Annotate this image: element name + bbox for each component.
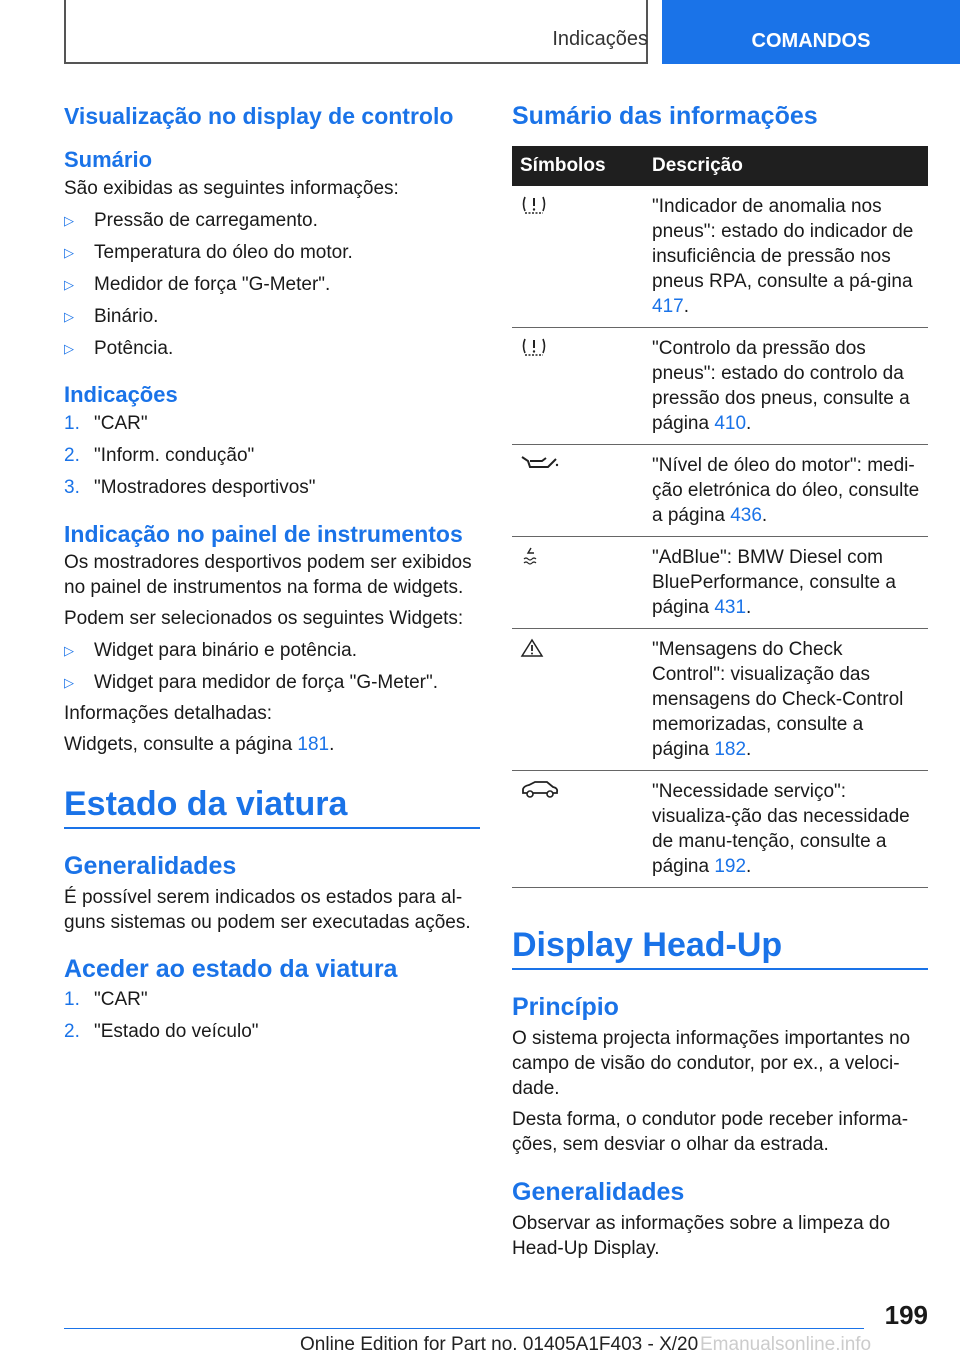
general-paragraph: É possível serem indicados os estados para al-guns sistemas ou podem ser executadas ações. [64, 887, 471, 933]
heading-summary: Sumário [64, 147, 153, 172]
table-row: "Mensagens do Check Control": visualização das mensagens do Check-Control memorizadas, consulte a página 182. [512, 629, 928, 771]
list-item: 1. "CAR" [64, 413, 148, 434]
panel-paragraph-1: Os mostradores desportivos podem ser exibidos no painel de instrumentos na forma de widgets. [64, 552, 472, 598]
oil-can-icon [520, 453, 560, 473]
page-link[interactable]: 431 [714, 597, 747, 618]
general-hud-paragraph: Observar as informações sobre a limpeza do Head-Up Display. [512, 1213, 891, 1259]
triangle-bullet-icon: ▷ [64, 213, 74, 228]
header-section-title: Indicações [552, 28, 648, 50]
table-row: "AdBlue": BMW Diesel com BluePerformance, consulte a página 431. [512, 537, 928, 629]
table-row: "Necessidade serviço": visualiza-ção das necessidade de manu-tenção, consulte a página 192. [512, 771, 928, 888]
triangle-bullet-icon: ▷ [64, 245, 74, 260]
page-link[interactable]: 436 [730, 505, 762, 526]
heading-info-summary: Sumário das informações [512, 102, 818, 130]
column-header-description: Descrição [644, 146, 928, 186]
service-car-icon [520, 779, 560, 799]
heading-instrument-panel: Indicação no painel de instrumentos [64, 521, 463, 547]
triangle-bullet-icon: ▷ [64, 675, 74, 690]
page-link[interactable]: 192 [714, 856, 747, 877]
list-item: ▷ Pressão de carregamento. [64, 210, 318, 231]
list-item: ▷ Temperatura do óleo do motor. [64, 242, 353, 263]
list-item: 2. "Inform. condução" [64, 445, 255, 466]
widgets-list [64, 638, 480, 695]
table-row: "Nível de óleo do motor": medi-ção eletrónica do óleo, consulte a página 436. [512, 445, 928, 537]
heading-head-up-display: Display Head-Up [512, 926, 928, 970]
table-row: "Controlo da pressão dos pneus": estado do controlo da pressão dos pneus, consulte a página 410. [512, 328, 928, 445]
adblue-icon [520, 545, 542, 567]
info-table [512, 146, 928, 888]
tire-warning-icon [520, 194, 548, 216]
page-link[interactable]: 410 [714, 413, 747, 434]
left-column [64, 100, 480, 1044]
triangle-bullet-icon: ▷ [64, 643, 74, 658]
list-item: 1. "CAR" [64, 989, 148, 1010]
page-link[interactable]: 417 [652, 296, 684, 317]
principle-paragraph-2: Desta forma, o condutor pode receber informa-ções, sem desviar o olhar da estrada. [512, 1109, 909, 1155]
list-item: ▷ Widget para medidor de força "G-Meter". [64, 672, 439, 693]
warning-triangle-icon [520, 637, 544, 659]
list-item: ▷ Medidor de força "G-Meter". [64, 274, 331, 295]
list-item: ▷ Binário. [64, 306, 159, 327]
summary-intro: São exibidas as seguintes informações: [64, 178, 399, 199]
page-link[interactable]: 181 [297, 734, 330, 755]
heading-access-state: Aceder ao estado da viatura [64, 955, 398, 983]
page-link[interactable]: 182 [714, 739, 747, 760]
table-row: "Indicador de anomalia nos pneus": estado do indicador de insuficiência de pressão nos pneus RPA, consulte a pá-gina 417. [512, 186, 928, 328]
list-item: ▷ Widget para binário e potência. [64, 640, 357, 661]
access-steps-list [64, 987, 480, 1044]
triangle-bullet-icon: ▷ [64, 309, 74, 324]
tire-pressure-icon [520, 336, 548, 358]
heading-control-display: Visualização no display de controlo [64, 103, 454, 129]
header-chapter-tab[interactable]: COMANDOS [662, 0, 960, 64]
heading-general-hud: Generalidades [512, 1178, 685, 1206]
summary-list [64, 208, 480, 361]
triangle-bullet-icon: ▷ [64, 277, 74, 292]
triangle-bullet-icon: ▷ [64, 341, 74, 356]
heading-indications: Indicações [64, 382, 178, 407]
panel-paragraph-3: Informações detalhadas: [64, 703, 273, 724]
indications-list [64, 411, 480, 500]
list-item: 2. "Estado do veículo" [64, 1021, 259, 1042]
list-item: ▷ Potência. [64, 338, 174, 359]
panel-paragraph-2: Podem ser selecionados os seguintes Widgets: [64, 608, 464, 629]
footer-watermark: Emanualsonline.info [700, 1334, 872, 1355]
heading-general: Generalidades [64, 852, 237, 880]
right-column [512, 100, 928, 1261]
footer-divider [64, 1328, 864, 1329]
heading-vehicle-state: Estado da viatura [64, 785, 480, 829]
heading-principle: Princípio [512, 993, 619, 1021]
list-item: 3. "Mostradores desportivos" [64, 477, 316, 498]
footer-edition: Online Edition for Part no. 01405A1F403 - X/20 [300, 1334, 699, 1355]
page-number: 199 [884, 1300, 928, 1330]
column-header-symbols: Símbolos [512, 146, 644, 186]
panel-paragraph-4: Widgets, consulte a página 181. [64, 734, 335, 755]
table-header-row [512, 146, 928, 186]
principle-paragraph-1: O sistema projecta informações importantes no campo de visão do condutor, por ex., a veloci-dade. [512, 1028, 911, 1099]
